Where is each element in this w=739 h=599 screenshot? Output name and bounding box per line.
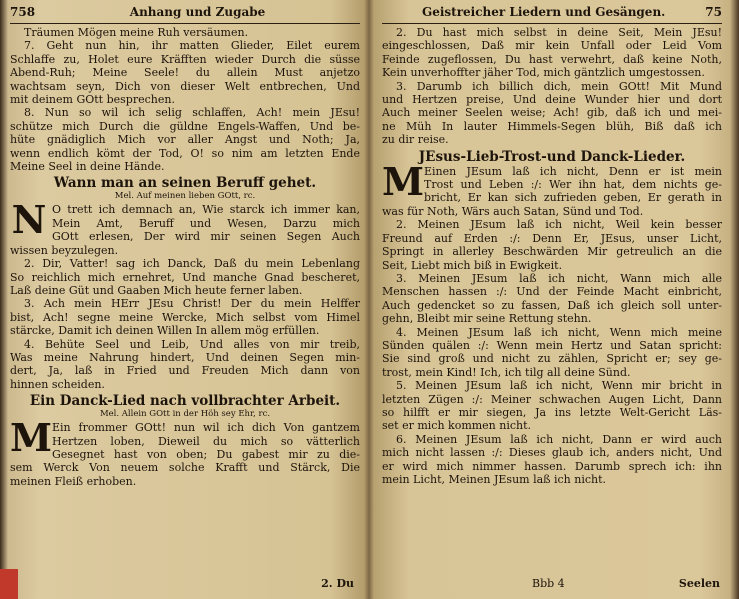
text-line: Schlaffe zu, Holet eure Kräfften wieder Durch die süsse — [10, 52, 360, 66]
text-line: Auch gedencket so zu fassen, Daß ich gleich soll unter- — [382, 298, 722, 312]
text-line: Trost und Leben :/: Wer ihn hat, dem nichts ge- — [424, 178, 722, 192]
hymn1-stanza-1 — [10, 197, 360, 257]
text-line: So reichlich mich ernehret, Und manche Gnad bescheret, — [10, 270, 360, 284]
text-line: Was meine Nahrung hindert, Und deinen Segen min- — [10, 350, 360, 364]
hymn1-stanzas — [10, 257, 360, 391]
hymn3-title: JEsus-Lieb-Trost-und Danck-Lieder. — [418, 148, 686, 165]
stanza — [382, 218, 722, 272]
text-line: letzten Zügen :/: Meiner schwachen Augen Licht, Dann — [382, 392, 722, 406]
stanza — [382, 272, 722, 326]
stanza — [10, 39, 360, 106]
text-line: wissen beyzulegen. — [10, 243, 119, 257]
text-line: set er mich kommen nicht. — [382, 419, 532, 433]
text-line: wachtsam seyn, Dich von dieser Welt entbrechen, Und — [10, 79, 360, 93]
text-line: meinen Fleiß erhoben. — [10, 474, 137, 488]
text-line: bist, Ach! segne meine Wercke, Mich selbst vom Himel — [10, 310, 360, 324]
text-line: wenn endlich kömt der Tod, O! so nim am letzten Ende — [10, 146, 360, 160]
text-line: Meine Seel in deine Hände. — [10, 160, 165, 174]
stanza — [10, 106, 360, 173]
text-line: hinnen scheiden. — [10, 377, 105, 391]
text-line: 3. Meinen JEsum laß ich nicht, Wann mich alle — [396, 271, 722, 285]
hymn3-stanzas — [382, 218, 722, 486]
text-line: Abend-Ruh; Meine Seele! du allein Must anjetzo — [10, 66, 360, 80]
text-line: Feinde zugeflossen, Du hast verwehrt, daß keine Noth, — [382, 52, 722, 66]
text-line: Hertzen loben, Dieweil du mich so vätterlich — [52, 434, 360, 448]
hymn2-melody: Mel. Allein GOtt in der Höh sey Ehr, rc. — [99, 409, 271, 420]
hymn2-stanza-1 — [10, 415, 360, 488]
text-line: mein Licht, Meinen JEsum laß ich nicht. — [382, 473, 607, 486]
text-line: ne Müh In lauter Himmels-Segen blüh, Biß daß ich — [382, 119, 722, 133]
text-line: Ein frommer GOtt! nun wil ich dich Von gantzem — [52, 421, 360, 435]
text-line: stärcke, Damit ich deinen Willen In allem mög erfüllen. — [10, 324, 320, 338]
text-line: 3. Darumb ich billich dich, mein GOtt! Mit Mund — [396, 79, 722, 93]
left-catchword: 2. Du — [321, 576, 354, 590]
hymn1-melody: Mel. Auf meinen lieben GOtt, rc. — [114, 191, 256, 202]
stanza — [10, 338, 360, 392]
text-line: 8. Nun so wil ich selig schlaffen, Ach! mein JEsu! — [24, 106, 360, 120]
stanza — [10, 297, 360, 337]
text-line: er wird mich nimmer hassen. Darumb sprech ich: ihn — [382, 459, 722, 473]
stanza — [10, 257, 360, 297]
text-line: sem Werck Von neuem solche Krafft und Stärck, Die — [10, 461, 360, 475]
left-page — [10, 6, 360, 594]
text-line: eingeschlossen, Daß mir kein Unfall oder Leid Vom — [382, 39, 722, 53]
text-line: Seit, Liebt mich biß in Ewigkeit. — [382, 258, 563, 272]
text-line: Menschen hassen :/: Und der Feinde Macht einbricht, — [382, 285, 722, 299]
right-page — [382, 6, 722, 594]
right-catchword: Seelen — [678, 576, 720, 590]
text-line: schütze mich Durch die güldne Engels-Waffen, Und be- — [10, 119, 360, 133]
text-line: 4. Behüte Seel und Leib, Und alles von mir treib, — [24, 337, 360, 351]
stanza — [382, 80, 722, 147]
text-line: Freund auf Erden :/: Denn Er, JEsus, unser Licht, — [382, 231, 722, 245]
right-top-stanzas — [382, 26, 722, 147]
hymn3-dropcap: M — [382, 158, 425, 204]
stanza — [382, 26, 722, 80]
text-line: Mein Amt, Beruff und Wesen, Darzu mich — [52, 216, 360, 230]
text-line: dert, Ja, laß in Fried und Freuden Mich dann von — [10, 364, 360, 378]
right-running-head — [382, 6, 722, 24]
right-running-title: Geistreicher Liedern und Gesängen. — [421, 6, 666, 19]
text-line: Springt in allerley Beschwärden Mir getreulich an die — [382, 245, 722, 259]
text-line: 5. Meinen JEsum laß ich nicht, Wenn mir bricht in — [396, 379, 722, 393]
text-line: Sünden quälen :/: Wenn mein Hertz und Satan spricht: — [382, 338, 722, 352]
text-line: 2. Du hast mich selbst in deine Seit, Mein JEsu! — [396, 26, 722, 39]
text-line: so hilfft er mir siegen, Ja ins letzte Welt-Gericht Läs- — [382, 405, 722, 419]
hymn1-dropcap: N — [11, 197, 47, 243]
text-line: Sie sind groß und nicht zu zählen, Spricht er; sey ge- — [382, 352, 722, 366]
text-line: 2. Meinen JEsum laß ich nicht, Weil kein besser — [396, 218, 722, 232]
left-running-head — [10, 6, 360, 24]
text-line: Auch meiner Seelen weise; Ach! gib, daß ich und mei- — [382, 106, 722, 120]
hymn2-dropcap: M — [10, 415, 53, 461]
text-line: 3. Ach mein HErr JEsu Christ! Der du mein Helffer — [24, 297, 360, 311]
text-line: Träumen Mögen meine Ruh versäumen. — [24, 26, 249, 39]
hymn3-stanza-1 — [382, 158, 722, 219]
left-page-number: 758 — [10, 6, 36, 19]
stanza — [382, 433, 722, 487]
text-line: mich nicht lassen :/: Dieses glaub ich, anders nicht, Und — [382, 446, 722, 460]
text-line: 7. Geht nun hin, ihr matten Glieder, Eilet eurem — [24, 39, 360, 53]
left-running-title: Anhang und Zugabe — [129, 6, 266, 19]
text-line: 6. Meinen JEsum laß ich nicht, Dann er wird auch — [396, 432, 722, 446]
stanza — [382, 326, 722, 380]
stanza — [382, 379, 722, 433]
signature-mark: Bbb 4 — [532, 576, 565, 590]
text-line: zu dir reise. — [382, 133, 449, 147]
stanza — [10, 26, 360, 39]
text-line: Laß deine Güt und Gaaben Mich heute ferner laben. — [10, 283, 303, 297]
text-line: GOtt erlesen, Der wird mir seinen Segen Auch — [52, 230, 360, 244]
right-page-number: 75 — [705, 6, 722, 19]
text-line: O trett ich demnach an, Wie starck ich immer kan, — [52, 203, 360, 217]
text-line: trost, mein Kind! Ich, ich tilg all deine Sünd. — [382, 365, 631, 379]
text-line: hüte gnädiglich Mich vor aller Angst und Noth; Ja, — [10, 133, 360, 147]
text-line: 4. Meinen JEsum laß ich nicht, Wenn mich meine — [396, 325, 722, 339]
red-tab-marker — [0, 569, 18, 599]
text-line: und Hertzen preise, Und deine Wunder hier und dort — [382, 93, 722, 107]
hymn2-title: Ein Danck-Lied nach vollbrachter Arbeit. — [29, 393, 341, 410]
text-line: gehn, Bleibt mir seine Rettung stehn. — [382, 312, 592, 326]
text-line: was für Noth, Wärs auch Satan, Sünd und Tod. — [382, 204, 644, 218]
text-line: 2. Dir, Vatter! sag ich Danck, Daß du mein Lebenlang — [24, 257, 360, 271]
text-line: bricht, Er kan sich zufrieden geben, Er gerath in — [424, 191, 722, 205]
text-line: mit deinem GOtt besprechen. — [10, 93, 175, 107]
text-line: Gesegnet hast von oben; Du gabest mir zu die- — [52, 447, 360, 461]
hymn1-title: Wann man an seinen Beruff gehet. — [53, 175, 317, 192]
left-top-stanzas — [10, 26, 360, 173]
text-line: Einen JEsum laß ich nicht, Denn er ist mein — [424, 164, 722, 178]
text-line: Kein unverhoffter jäher Tod, mich gäntzlich umgestossen. — [382, 66, 705, 80]
